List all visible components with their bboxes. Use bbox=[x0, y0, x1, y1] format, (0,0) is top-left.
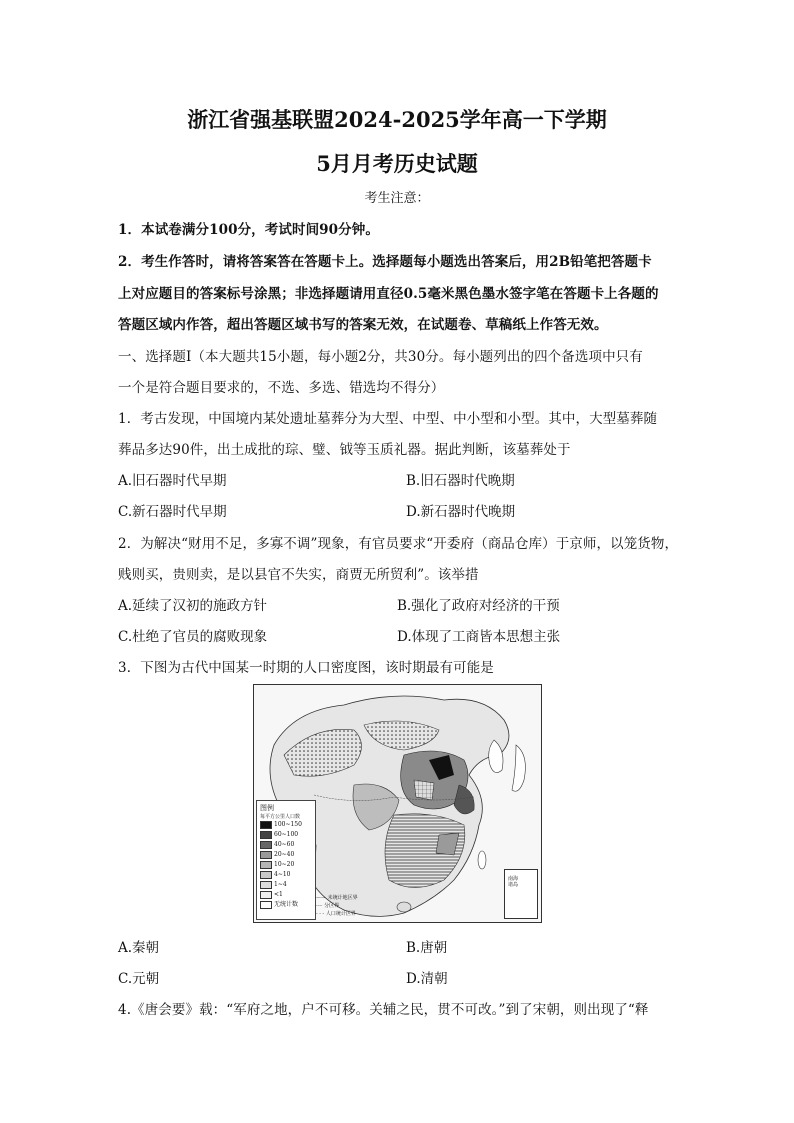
instruction-2-cont: 答题区域内作答，超出答题区域书写的答案无效，在试题卷、草稿纸上作答无效。 bbox=[118, 317, 608, 333]
question-1-option-c: C.新石器时代早期 bbox=[118, 504, 227, 520]
question-3-option-c: C.元朝 bbox=[118, 971, 160, 987]
map-legend bbox=[256, 800, 316, 920]
legend-swatch bbox=[260, 891, 272, 899]
notice-heading: 考生注意： bbox=[364, 191, 430, 206]
legend-row bbox=[260, 821, 314, 829]
legend-swatch bbox=[260, 901, 272, 909]
question-1-option-b: B.旧石器时代晚期 bbox=[406, 473, 515, 489]
legend-swatch bbox=[260, 831, 272, 839]
exam-title-line1: 浙江省强基联盟2024-2025学年高一下学期 bbox=[187, 107, 607, 132]
map-line-legend bbox=[316, 894, 396, 918]
legend-row bbox=[260, 831, 314, 839]
line-legend-item: —— 未统计地区界 bbox=[316, 895, 358, 901]
inset-label bbox=[508, 876, 518, 888]
legend-label: 20~40 bbox=[274, 851, 295, 858]
question-2-option-d: D.体现了工商皆本思想主张 bbox=[397, 629, 561, 645]
question-3-option-d: D.清朝 bbox=[406, 971, 448, 987]
legend-label: 4~10 bbox=[274, 871, 291, 878]
legend-subtitle: 每平方公里人口数 bbox=[260, 814, 301, 820]
south-china-sea-inset bbox=[504, 869, 538, 919]
legend-label: 1~4 bbox=[274, 881, 287, 888]
legend-label: 10~20 bbox=[274, 861, 295, 868]
legend-label: 100~150 bbox=[274, 821, 302, 828]
question-2-stem: 2．为解决“财用不足，多寡不调”现象，有官员要求“开委府（商品仓库）于京师，以笼货物， bbox=[118, 536, 679, 552]
question-2-option-b: B.强化了政府对经济的干预 bbox=[397, 598, 560, 614]
legend-title: 图例 bbox=[260, 804, 274, 812]
question-3-option-a: A.秦朝 bbox=[118, 940, 160, 956]
legend-swatch bbox=[260, 881, 272, 889]
legend-row bbox=[260, 851, 314, 859]
legend-swatch bbox=[260, 861, 272, 869]
line-legend-label: 人口统计区界 bbox=[325, 911, 356, 917]
legend-label: 60~100 bbox=[274, 831, 299, 838]
section-heading: 一、选择题Ⅰ（本大题共15小题，每小题2分，共30分。每小题列出的四个备选项中只有 bbox=[118, 349, 643, 365]
line-legend-item: -·-· 分区界 bbox=[316, 903, 340, 909]
question-2-stem: 贱则买，贵则卖，是以县官不失实，商贾无所贸利”。该举措 bbox=[118, 567, 479, 583]
line-legend-label: 未统计地区界 bbox=[327, 895, 358, 901]
legend-label: 无统计数 bbox=[274, 901, 299, 908]
inset-label-line: 南海 bbox=[508, 876, 519, 882]
legend-label: <1 bbox=[274, 891, 283, 898]
question-1-stem: 1．考古发现，中国境内某处遗址墓葬分为大型、中型、中小型和小型。其中，大型墓葬随 bbox=[118, 411, 658, 427]
legend-swatch bbox=[260, 851, 272, 859]
instruction-1: 1．本试卷满分100分，考试时间90分钟。 bbox=[118, 222, 379, 238]
legend-label: 40~60 bbox=[274, 841, 295, 848]
legend-row bbox=[260, 861, 314, 869]
question-3-option-b: B.唐朝 bbox=[406, 940, 448, 956]
instruction-2-cont: 上对应题目的答案标号涂黑；非选择题请用直径0.5毫米黑色墨水签字笔在答题卡上各题的 bbox=[118, 286, 659, 302]
question-3-stem: 3．下图为古代中国某一时期的人口密度图，该时期最有可能是 bbox=[118, 660, 494, 676]
question-1-stem: 葬品多达90件，出土成批的琮、璧、钺等玉质礼器。据此判断，该墓葬处于 bbox=[118, 442, 571, 458]
question-1-option-a: A.旧石器时代早期 bbox=[118, 473, 227, 489]
question-2-option-c: C.杜绝了官员的腐败现象 bbox=[118, 629, 268, 645]
legend-row bbox=[260, 901, 314, 909]
question-1-option-d: D.新石器时代晚期 bbox=[406, 504, 516, 520]
exam-title-line2: 5月月考历史试题 bbox=[316, 151, 478, 176]
legend-row bbox=[260, 871, 314, 879]
legend-swatch bbox=[260, 821, 272, 829]
legend-swatch bbox=[260, 841, 272, 849]
legend-swatch bbox=[260, 871, 272, 879]
question-2-option-a: A.延续了汉初的施政方针 bbox=[118, 598, 268, 614]
question-4-stem: 4.《唐会要》载：“军府之地，户不可移。关辅之民，贯不可改。”到了宋朝，则出现了“释 bbox=[118, 1002, 649, 1018]
legend-row bbox=[260, 841, 314, 849]
legend-row bbox=[260, 881, 314, 889]
inset-label-line: 诸岛 bbox=[508, 882, 519, 888]
section-heading-cont: 一个是符合题目要求的，不选、多选、错选均不得分） bbox=[118, 380, 445, 396]
instruction-2: 2．考生作答时，请将答案答在答题卡上。选择题每小题选出答案后，用2B铅笔把答题卡 bbox=[118, 254, 652, 270]
population-density-map bbox=[253, 684, 542, 923]
line-legend-item: - - - 人口统计区界 bbox=[316, 911, 356, 917]
line-legend-label: 分区界 bbox=[324, 903, 340, 909]
legend-row bbox=[260, 891, 314, 899]
